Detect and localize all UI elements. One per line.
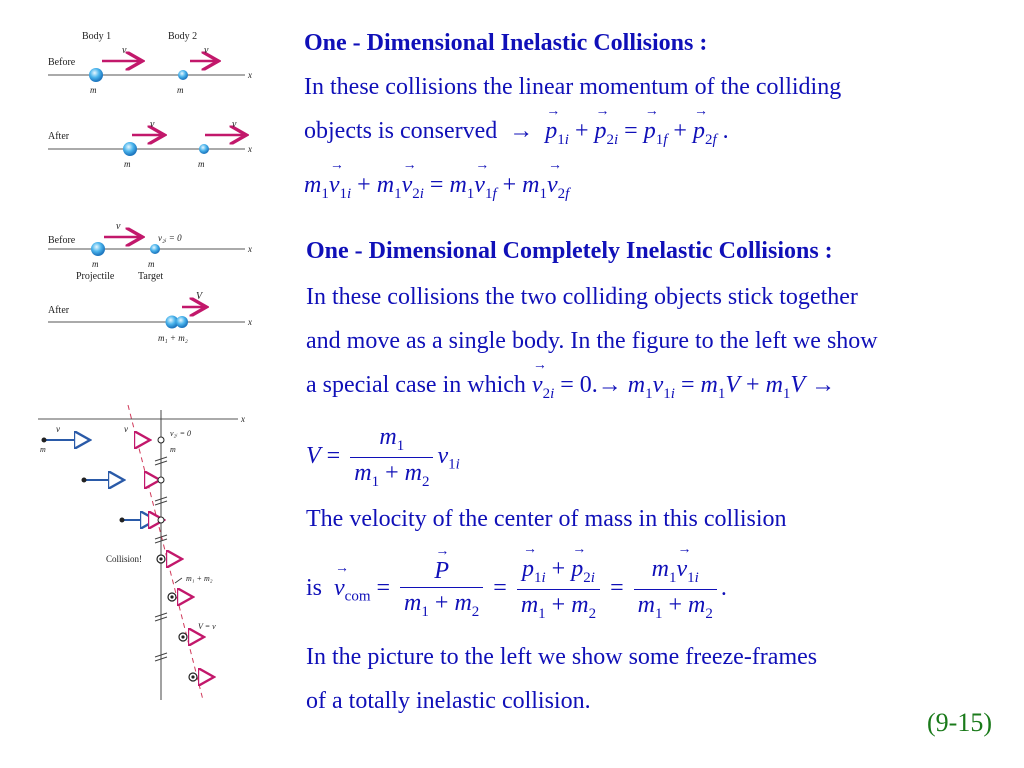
m1-label: m (124, 159, 131, 169)
m2-particle (158, 517, 164, 523)
body2-after (199, 144, 209, 154)
after-label: After (48, 131, 70, 142)
m1-label: m (92, 259, 99, 269)
v2f-label: v (232, 119, 237, 130)
velocity-equation: $m_1\to v_{1i} + m_1\to v_{2i} = m_1\to v_{1f} + m_1\to v_{2f}$ (304, 172, 569, 203)
body1-after (123, 142, 137, 156)
figure-inelastic-before-after (40, 215, 265, 350)
section2-line1: In these collisions the two colliding objects stick together (306, 284, 858, 310)
section2-line3 (306, 372, 835, 403)
section1-line1: In these collisions the linear momentum of the colliding (304, 74, 842, 100)
x-axis-label: x (248, 244, 252, 254)
section1-line2-text: objects is conserved (304, 118, 498, 144)
m2-particle (158, 437, 164, 443)
m1-plus-m2-label: m₁ + m₂ (158, 333, 188, 343)
v1f-label: v (150, 119, 155, 130)
V-label: V (196, 291, 203, 302)
target-ball (150, 244, 160, 254)
special-case-equation: → $v_{2i} = 0.\to m_1v_{1i} = m_1V + m_1V$ → (532, 372, 835, 398)
x-axis-label: x (248, 70, 252, 80)
vcom-label: v (124, 424, 128, 434)
x-axis-label: x (241, 414, 245, 424)
projectile-ball (91, 242, 105, 256)
section2-line5-text: is (306, 574, 323, 601)
combined-dot (191, 675, 194, 678)
m1-particle (120, 518, 125, 523)
section2-line7: of a totally inelastic collision. (306, 688, 591, 714)
figure-elastic-before-after (40, 25, 265, 185)
v2i-zero-label: v₂ᵢ = 0 (170, 429, 191, 438)
m1-plus-m2-label: m₁ + m₂ (186, 574, 213, 583)
v2i-label: v (204, 45, 209, 56)
leader-line (175, 578, 182, 583)
m1-label: m (90, 85, 97, 95)
body1-label: Body 1 (82, 31, 112, 42)
page-number: (9-15) (927, 708, 992, 737)
vcom-formula: is → $v_{com}$ = → $\frac{P}{m_1 + m_2}$ = → $\frac{p_{1i} + \to p_{2i}}{m_1 + m_2}$ = $\frac{m_1\to v_{1i}}{m_1 + m_2}$ . (306, 556, 727, 623)
m1-particle (42, 438, 47, 443)
V-formula: V = $\frac{m_1}{m_1 + m_2}$ $v_{1i}$ (306, 424, 460, 490)
collision-label: Collision! (106, 554, 143, 564)
v1i-label: v (116, 221, 121, 232)
combined-ball-2 (176, 316, 188, 328)
x-axis-label: x (248, 144, 252, 154)
momentum-conservation-equation: → → $p_{1i}$ + → $p_{2i}$ = → $p_{1f}$ + → $p_{2f}$ . (503, 118, 728, 144)
before-label: Before (48, 57, 76, 68)
section2-line4: The velocity of the center of mass in this collision (306, 506, 787, 532)
m2-label: m (198, 159, 205, 169)
m1-particle (82, 478, 87, 483)
target-label: Target (138, 271, 164, 282)
section1-heading: One - Dimensional Inelastic Collisions : (304, 30, 708, 56)
section2-line6: In the picture to the left we show some freeze-frames (306, 644, 818, 670)
m2-label: m (170, 445, 176, 454)
figure-freeze-frames (38, 405, 258, 705)
section1-line2 (304, 118, 729, 149)
com-trajectory-line (128, 405, 203, 700)
combined-dot (170, 595, 173, 598)
x-axis-label: x (248, 317, 252, 327)
m1-label: m (40, 445, 46, 454)
m2-particle (158, 477, 164, 483)
body1-before (89, 68, 103, 82)
v1i-label: v (56, 424, 60, 434)
collision-dot (159, 557, 162, 560)
v2i-zero-label: v₂ᵢ = 0 (158, 233, 182, 243)
projectile-label: Projectile (76, 271, 115, 282)
body2-label: Body 2 (168, 31, 198, 42)
m2-label: m (177, 85, 184, 95)
section2-line3-text: a special case in which (306, 372, 526, 398)
section2-line2: and move as a single body. In the figure to the left we show (306, 328, 878, 354)
m2-label: m (148, 259, 155, 269)
section2-heading: One - Dimensional Completely Inelastic Collisions : (306, 238, 833, 264)
after-label: After (48, 305, 70, 316)
V-eq-vcom-label: V = v (198, 622, 216, 631)
v1i-label: v (122, 45, 127, 56)
body2-before (178, 70, 188, 80)
combined-dot (181, 635, 184, 638)
before-label: Before (48, 235, 76, 246)
